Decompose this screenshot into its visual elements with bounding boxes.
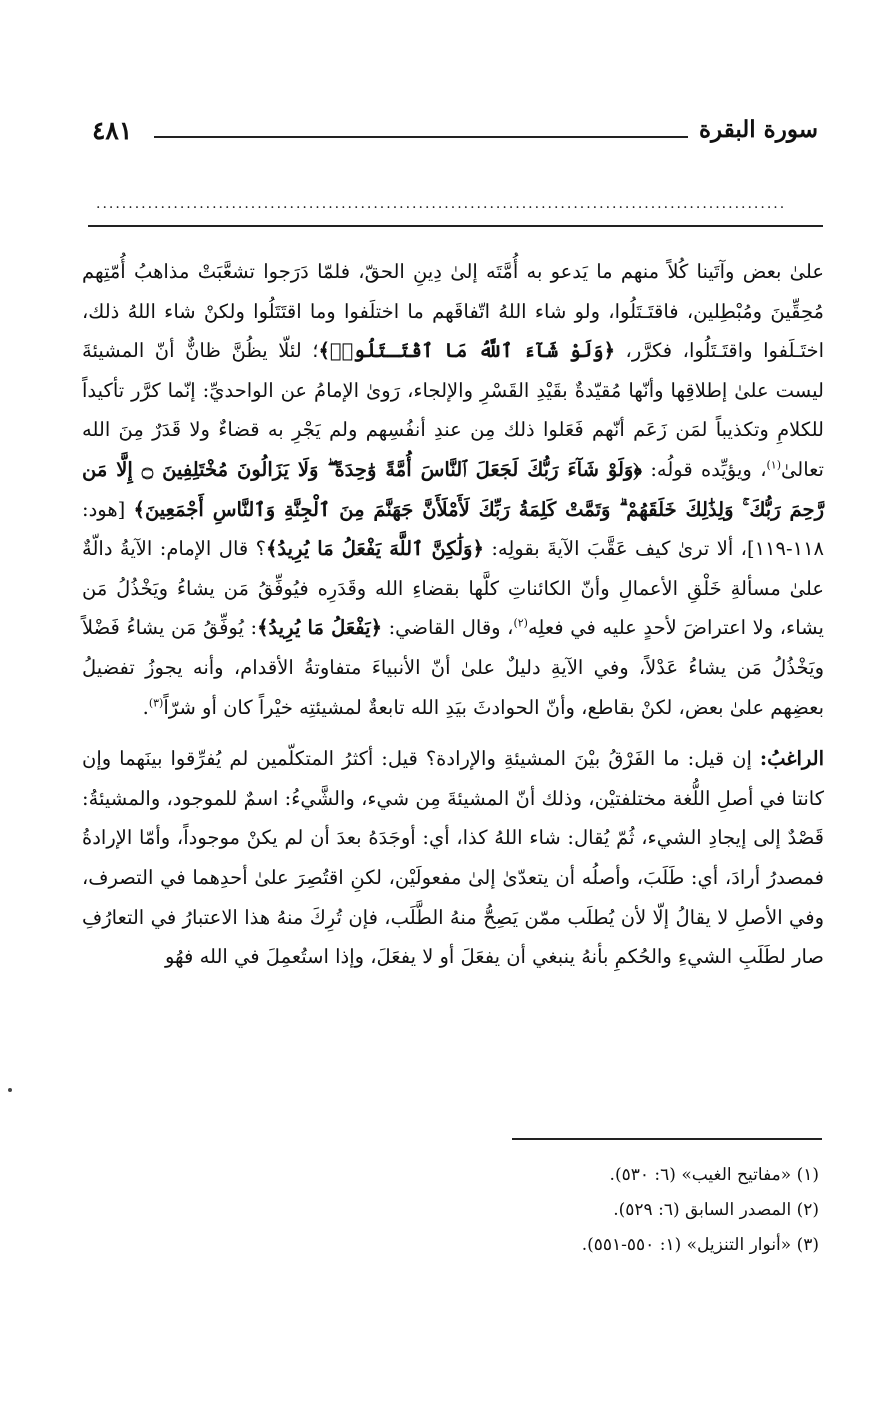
paragraph-raghib [82, 739, 824, 977]
text-run: علىٰ بعض وآتَينا كُلاً منهم ما يَدعو به أُمَّتَه إلىٰ دِينِ الحقّ، فلمّا دَرَجوا تشعَّبَتْ مذاهبُ أُمّتِهم مُحِقِّينَ ومُبْطِلين، فاقتَـتَلُوا، ولو شاء اللهُ اتّفاقَهم ما اختلَفوا وما اقتَتَلُوا ولكنْ شاء اللهُ ذلك، اختَـلَفوا واقتَـتَلُوا، فكرَّر، [82, 260, 824, 363]
quran-verse: ﴿وَلَوْ شَآءَ رَبُّكَ لَجَعَلَ ٱلنَّاسَ أُمَّةً وَٰحِدَةً ۖ وَلَا يَزَالُونَ مُخْتَلِفِينَ ۝ إِلَّا مَن رَّحِمَ رَبُّكَ ۚ وَلِذَٰلِكَ خَلَقَهُمْ ۗ وَتَمَّتْ كَلِمَةُ رَبِّكَ لَأَمْلَأَنَّ جَهَنَّمَ مِنَ ٱلْجِنَّةِ وَٱلنَّاسِ أَجْمَعِينَ﴾ [82, 457, 824, 521]
footnote-ref-3[interactable]: (٣) [148, 696, 164, 710]
paragraph-lead-word: الراغبُ: [759, 747, 824, 771]
footnote-ref-2[interactable]: (٢) [513, 616, 528, 630]
page-number: ٤٨١ [92, 116, 133, 145]
body-top-rule [88, 225, 823, 227]
footnote-rule [512, 1138, 822, 1140]
text-run: ، ويؤيِّده قولُه: [641, 457, 767, 481]
text-run: ؛ لئلّا يظُنَّ ظانٌّ أنّ المشيئةَ ليست علىٰ إطلاقِها وأنّها مُقيّدةٌ بقَيْدِ القَسْرِ والإلجاء، رَوىٰ الإمامُ عن الواحديِّ: إنّما كرَّر تأكيداً للكلامِ وتكذيباً لمَن زَعَم أنّهم فَعَلوا ذلك مِن عندِ أنفُسِهم ولم يَجْرِ به قضاءٌ ولا قَدَرٌ مِنَ الله تعالىٰ [82, 339, 824, 481]
header-rule [154, 136, 688, 138]
footnote-3: (٣) «أنوار التنزيل» (١: ٥٥٠-٥٥١). [581, 1235, 819, 1255]
text-run: [هود: ١١٨-١١٩]، ألا ترىٰ كيف عَقَّبَ الآيةَ بقولِه: [82, 497, 825, 561]
text-run: . [142, 695, 149, 719]
footnotes [319, 1158, 819, 1263]
margin-mark [8, 1088, 12, 1092]
text-run: : يُوفِّقُ مَن يشاءُ فَضْلاً ويَخْذُلُ مَن يشاءُ عَدْلاً، وفي الآيةِ دليلٌ علىٰ أنّ الأنبياءَ متفاوتةُ الأقدام، وأنه يجوزُ تفضيلُ بعضِهم علىٰ بعض، لكنْ بقاطع، وأنّ الحوادثَ بيَدِ الله تابعةٌ لمشيئتِه خيْراً كان أو شرّاً [82, 616, 824, 719]
footnote-2: (٢) المصدر السابق (٦: ٥٢٩). [613, 1200, 819, 1220]
text-run: ؟ قال الإمام: الآيةُ دالّةٌ علىٰ مسألةِ خَلْقِ الأعمالِ وأنّ الكائناتِ كلَّها بقضاءِ الله وقَدَرِه فيُوفِّقُ مَن يشاءُ ويَخْذُلُ مَن يشاء، ولا اعتراضَ لأحدٍ عليه في فعلِه [82, 537, 824, 640]
dotted-separator: ........................................................................................................... [96, 196, 787, 212]
footnote-ref-1[interactable]: (١) [766, 458, 782, 472]
running-header [92, 112, 818, 156]
footnote-1: (١) «مفاتيح الغيب» (٦: ٥٣٠). [609, 1165, 819, 1185]
quran-verse: ﴿وَلَٰكِنَّ ٱللَّهَ يَفْعَلُ مَا يُرِيدُ﴾ [266, 537, 484, 561]
quran-verse: ﴿يَفْعَلُ مَا يُرِيدُ﴾ [257, 616, 382, 640]
text-run: ، وقال القاضي: [382, 616, 514, 640]
text-run: إن قيل: ما الفَرْقُ بيْنَ المشيئةِ والإرادة؟ قيل: أكثرُ المتكلّمين لم يُفرِّقوا بينَهما وإن كانتا في أصلِ اللُّغة مختلفتيْن، وذلك أنّ المشيئةَ مِن شيء، والشَّيءُ: اسمٌ للموجود، والمشيئةُ: قَصْدٌ إلى إيجادِ الشيء، ثُمّ يُقال: شاء اللهُ كذا، أي: أوجَدَهُ بعدَ أن لم يكنْ موجوداً، وأمّا الإرادةُ فمصدرُ أرادَ، أي: طَلَبَ، وأصلُه أن يتعدّىٰ إلىٰ مفعولَيْن، لكنِ اقتُصِرَ علىٰ أحدِهما في التصرف، وفي الأصلِ لا يقالُ إلّا لأن يُطلَب ممّن يَصِحُّ منهُ الطَّلَب، فإن تُرِكَ منهُ هذا الاعتبارُ في التعارُفِ صار لطَلَبِ الشيءِ والحُكمِ بأنهُ ينبغي أن يفعَلَ أو لا يفعَلَ، وإذا استُعمِلَ في الله فهُو [82, 747, 824, 969]
surah-title: سورة البقرة [698, 116, 818, 143]
paragraph-tafsir [82, 252, 824, 727]
quran-verse: ﴿وَلَوْ شَآءَ ٱللَّهُ مَا ٱقْتَـتَلُوا۟﴾ [318, 339, 615, 363]
main-text [82, 252, 824, 977]
